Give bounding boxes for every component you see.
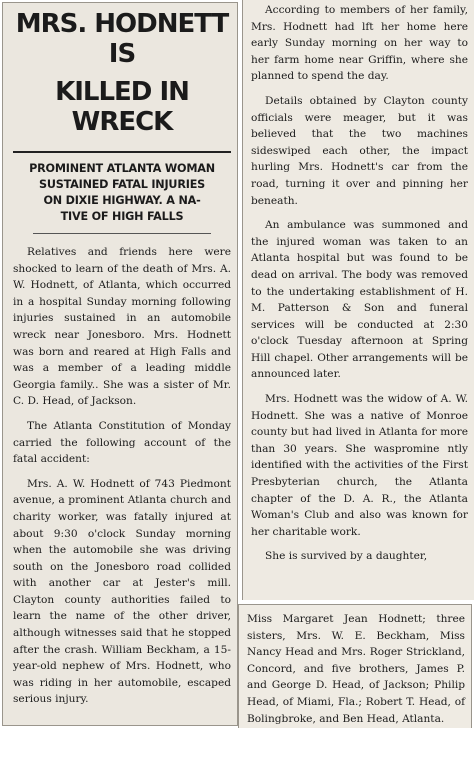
article-paragraph: Details obtained by Clayton county officials were meager, but it was believed that the two machines sideswiped each other, the impact hurling Mrs. Hodnett's car from the road, turning it over and pinning her beneath. xyxy=(251,94,468,207)
deck-line-3: ON DIXIE HIGHWAY. A NA- xyxy=(43,194,201,207)
left-column xyxy=(2,2,238,726)
article-paragraph: She is survived by a daughter, xyxy=(265,550,428,563)
page-margin xyxy=(0,728,474,764)
headline-rule xyxy=(13,151,231,153)
article-paragraph: The Atlanta Constitution of Monday carried the following account of the fatal accident: xyxy=(13,419,231,466)
deck-line-4: TIVE OF HIGH FALLS xyxy=(60,210,184,223)
article-paragraph: According to members of her family, Mrs. Hodnett had lft her home here early Sunday morning on her way to her farm home near Griffin, where she planned to spend the day. xyxy=(251,4,468,83)
article-paragraph: Mrs. A. W. Hodnett of 743 Piedmont avenue, a prominent Atlanta church and charity worker, was fatally injured at about 9:30 o'clock Sunday morning when the automobile she was driving south on the Jonesboro road collided with another car at Jester's mill. Clayton county authorities failed to learn the name of the other driver, although witnesses said that he stopped after the crash. William Beckham, a 15-year-old nephew of Mrs. Hodnett, who was riding in her automobile, escaped serious injury. xyxy=(13,477,231,706)
deck xyxy=(13,161,231,225)
deck-rule xyxy=(33,233,211,234)
article-paragraph: Miss Margaret Jean Hodnett; three sisters, Mrs. W. E. Beckham, Miss Nancy Head and Mrs. Roger Strickland, Concord, and five brothers, James P. and George D. Head, of Jackson; Philip Head, of Miami, Fla.; Robert T. Head, of Bolingbroke, and Ben Head, Atlanta. xyxy=(247,613,465,725)
article-paragraph: An ambulance was summoned and the injured woman was taken to an Atlanta hospital but was found to be dead on arrival. The body was removed to the undertaking establishment of H. M. Patterson & Son and funeral services will be conducted at 2:30 o'clock Tuesday afternoon at Spring Hill chapel. Other arrangements will be announced later. xyxy=(251,219,468,381)
headline-line-1: MRS. HODNETT IS xyxy=(15,9,229,69)
headline xyxy=(13,9,231,137)
article-paragraph: Mrs. Hodnett was the widow of A. W. Hodnett. She was a native of Monroe county but had lived in Atlanta for more than 30 years. She waspromine ntly identified with the activities of the First Presbyterian church, the Atlanta chapter of the D. A. R., the Atlanta Woman's Club and also was known for her charitable work. xyxy=(251,393,468,538)
continuation-clipping xyxy=(238,604,472,730)
article-paragraph: Relatives and friends here were shocked to learn of the death of Mrs. A. W. Hodnett, of Atlanta, which occurred in a hospital Sunday morning following injuries sustained in an automobile wreck near Jonesboro. Mrs. Hodnett was born and reared at High Falls and was a member of a leading middle Georgia family.. She was a sister of Mr. C. D. Head, of Jackson. xyxy=(13,246,231,408)
deck-line-2: SUSTAINED FATAL INJURIES xyxy=(38,178,205,191)
headline-line-2: KILLED IN WRECK xyxy=(55,77,189,137)
deck-line-1: PROMINENT ATLANTA WOMAN xyxy=(29,162,215,175)
right-column xyxy=(242,0,474,600)
